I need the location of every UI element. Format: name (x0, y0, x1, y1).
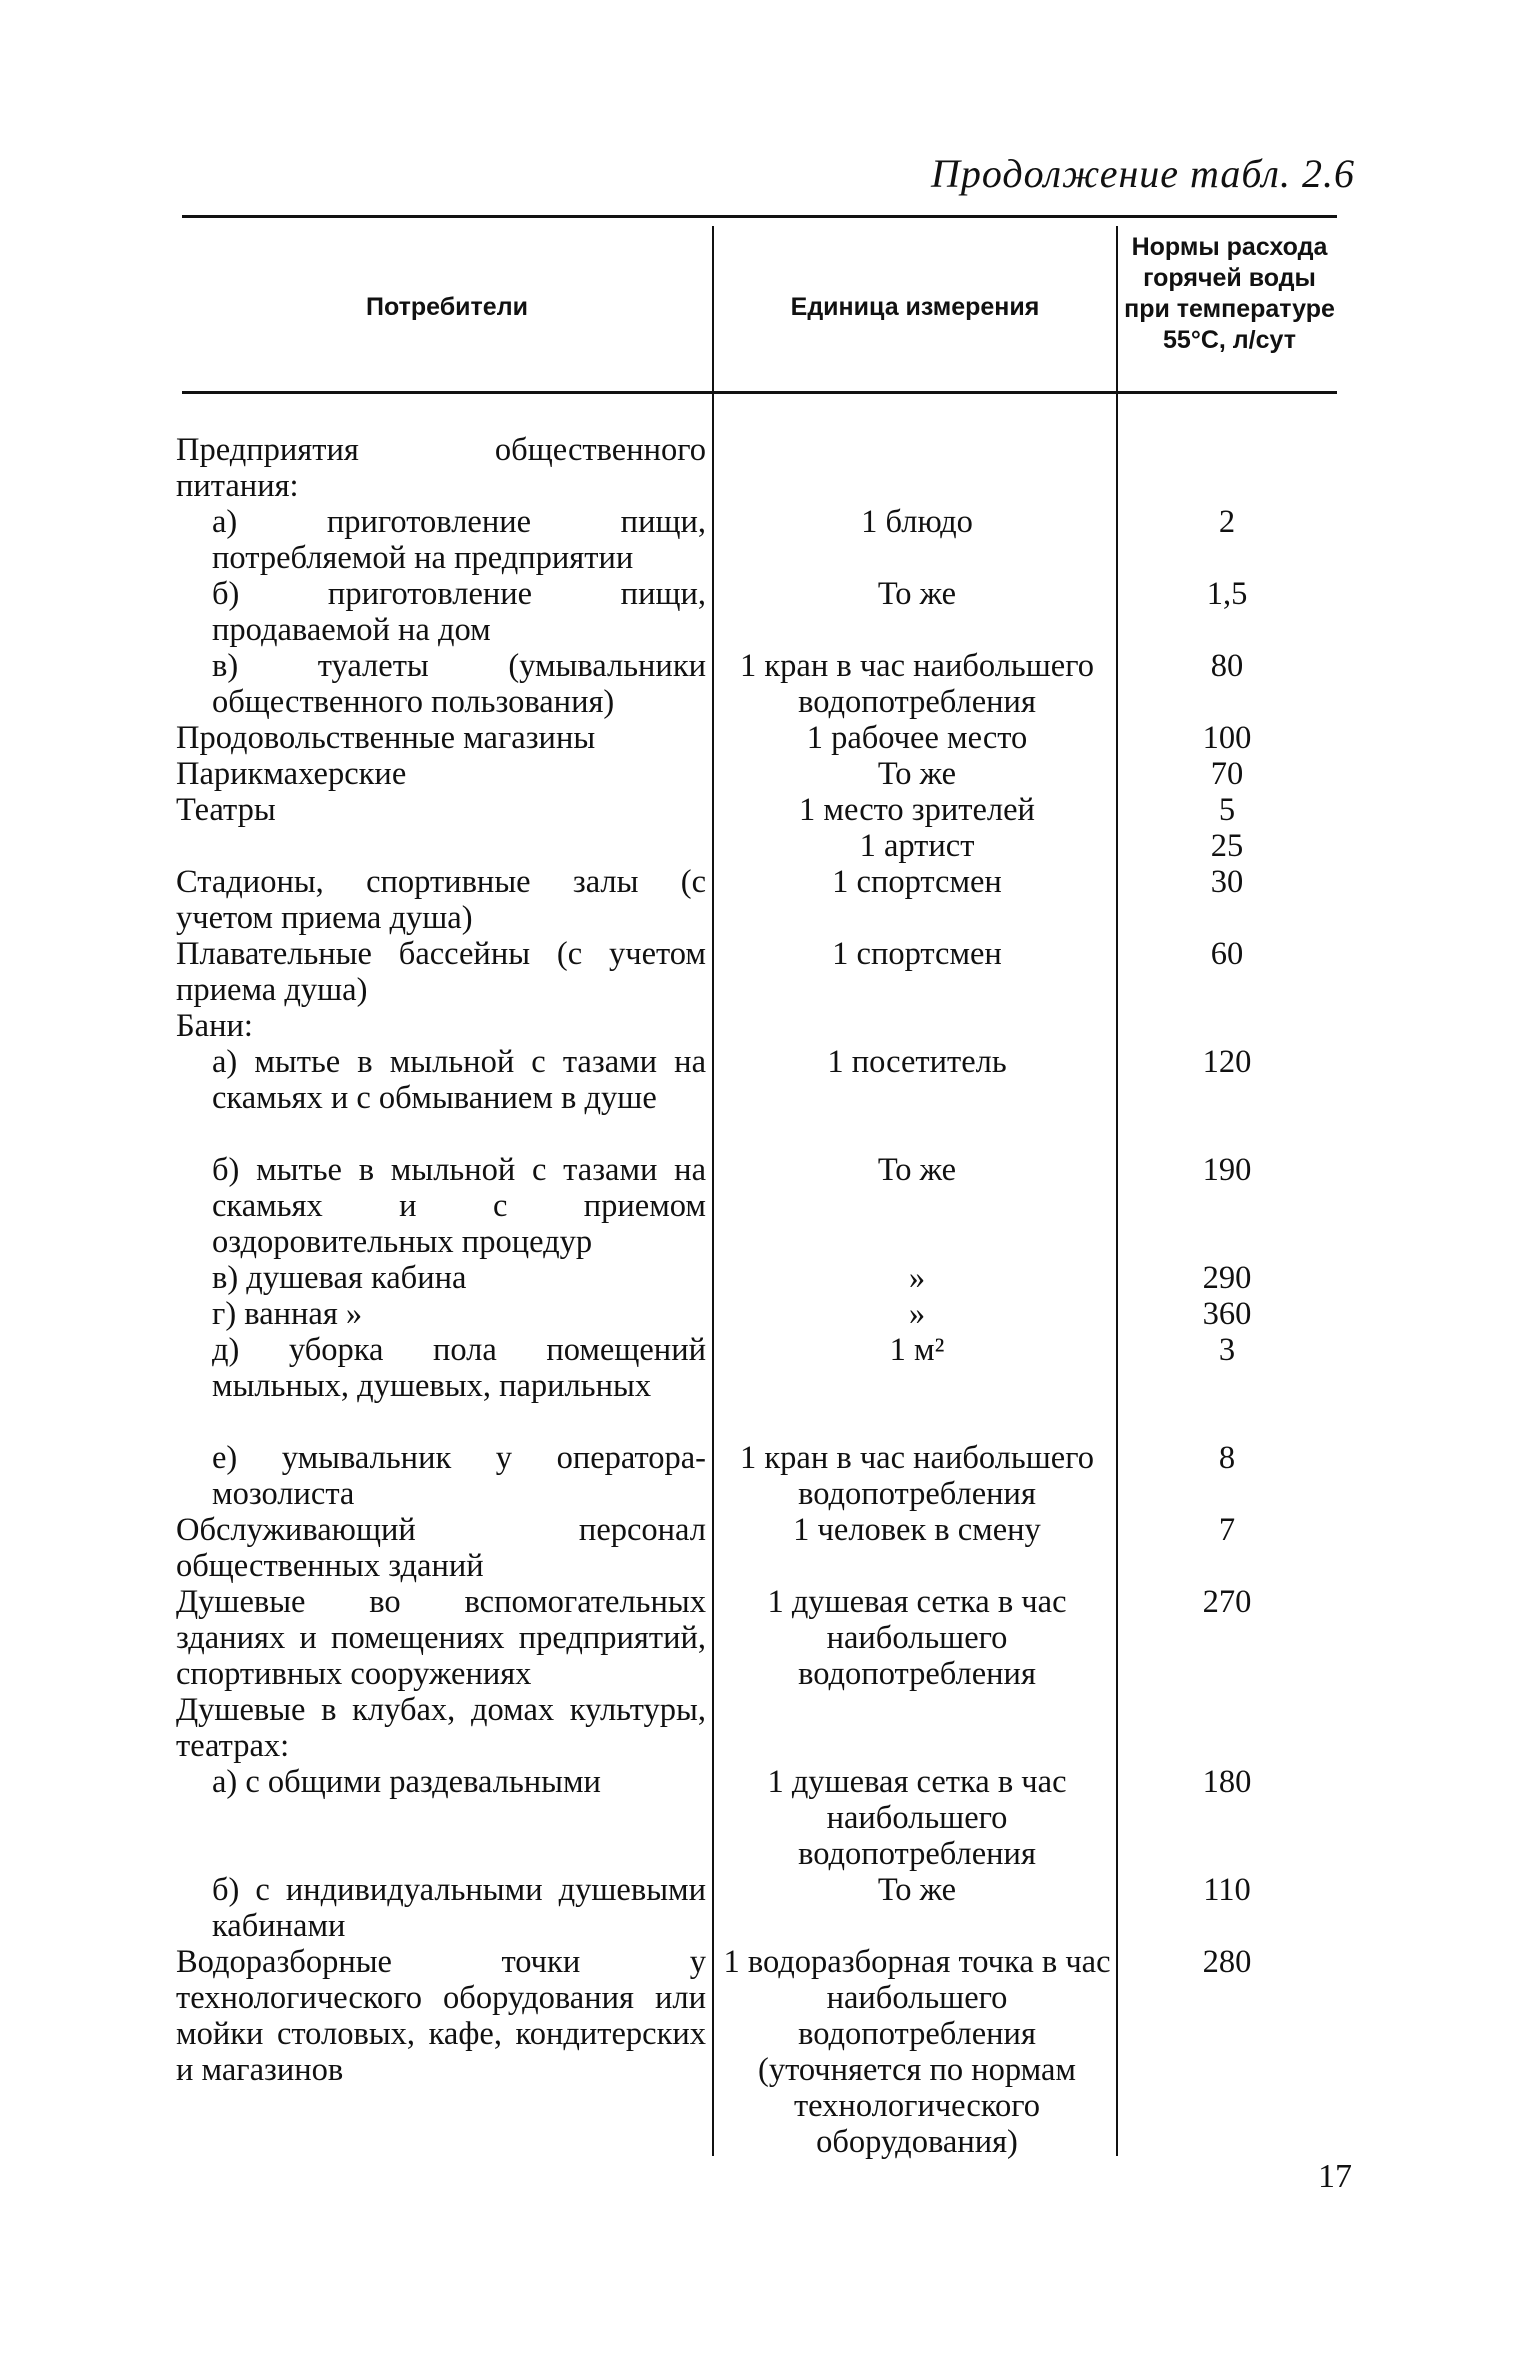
norm-cell: 80 (1210, 648, 1244, 684)
header-norms: Нормы расхода горячей воды при температуре 55°С, л/сут (1124, 233, 1335, 354)
norm-cell: 60 (1210, 936, 1244, 972)
norm-cell: 100 (1202, 720, 1252, 756)
unit-cell: 1 артист (859, 828, 975, 864)
consumer-cell: в) туалеты (умывальники общественного пользования) (212, 648, 706, 720)
consumer-cell: Плавательные бассейны (с учетом приема душа) (176, 936, 706, 1008)
norm-cell: 180 (1202, 1764, 1252, 1800)
consumer-cell: б) с индивидуальными душевыми кабинами (212, 1872, 706, 1944)
norm-cell: 2 (1218, 504, 1236, 540)
column-divider-2 (1116, 226, 1118, 2156)
unit-cell: 1 посетитель (827, 1044, 1007, 1080)
norm-cell: 30 (1210, 864, 1244, 900)
consumer-cell: Стадионы, спортивные залы (с учетом приема душа) (176, 864, 706, 936)
consumer-cell: Театры (176, 792, 276, 828)
header-consumers: Потребители (366, 293, 528, 321)
consumer-cell: е) умывальник у оператора-мозолиста (212, 1440, 706, 1512)
unit-cell: 1 спортсмен (832, 936, 1002, 972)
unit-cell: 1 душевая сетка в час наибольшего водопотребления (767, 1764, 1067, 1872)
consumer-cell: г) ванная » (212, 1296, 363, 1332)
unit-cell: » (908, 1260, 926, 1296)
consumer-cell: а) с общими раздевальными (212, 1764, 601, 1800)
consumer-cell: Обслуживающий персонал общественных зданий (176, 1512, 706, 1584)
unit-cell: 1 человек в смену (793, 1512, 1041, 1548)
norm-cell: 120 (1202, 1044, 1252, 1080)
unit-cell: То же (877, 1872, 957, 1908)
consumer-cell: Бани: (176, 1008, 253, 1044)
table-top-rule (182, 215, 1337, 218)
consumer-cell: Водоразборные точки у технологического оборудования или мойки столовых, кафе, кондитерских и магазинов (176, 1944, 706, 2088)
page-number: 17 (1318, 2158, 1352, 2195)
consumer-cell: д) уборка пола помещений мыльных, душевых, парильных (212, 1332, 706, 1404)
unit-cell: 1 м² (889, 1332, 945, 1368)
norm-cell: 1,5 (1206, 576, 1248, 612)
unit-cell: 1 кран в час наибольшего водопотребления (740, 1440, 1094, 1512)
consumer-cell: а) приготовление пищи, потребляемой на предприятии (212, 504, 706, 576)
norm-cell: 5 (1218, 792, 1236, 828)
norm-cell: 7 (1218, 1512, 1236, 1548)
unit-cell: 1 место зрителей (799, 792, 1035, 828)
unit-cell: То же (877, 756, 957, 792)
table-caption: Продолжение табл. 2.6 (930, 151, 1355, 196)
consumer-cell: Душевые во вспомогательных зданиях и помещениях предприятий, спортивных сооружениях (176, 1584, 706, 1692)
unit-cell: 1 спортсмен (832, 864, 1002, 900)
header-unit: Единица измерения (790, 293, 1040, 321)
unit-cell: 1 водоразборная точка в час наибольшего водопотребления (уточняется по нормам технологического оборудования) (723, 1944, 1111, 2160)
unit-cell: 1 душевая сетка в час наибольшего водопотребления (767, 1584, 1067, 1692)
norm-cell: 8 (1218, 1440, 1236, 1476)
norm-cell: 25 (1210, 828, 1244, 864)
consumer-cell: Предприятия общественного питания: (176, 432, 706, 504)
column-divider-1 (712, 226, 714, 2156)
unit-cell: » (908, 1296, 926, 1332)
norm-cell: 360 (1202, 1296, 1252, 1332)
unit-cell: То же (877, 1152, 957, 1188)
header-bottom-rule (182, 391, 1337, 394)
consumer-cell: Парикмахерские (176, 756, 407, 792)
norm-cell: 3 (1218, 1332, 1236, 1368)
norm-cell: 270 (1202, 1584, 1252, 1620)
consumer-cell: в) душевая кабина (212, 1260, 467, 1296)
consumer-cell: б) приготовление пищи, продаваемой на дом (212, 576, 706, 648)
norm-cell: 290 (1202, 1260, 1252, 1296)
consumer-cell: Продовольственные магазины (176, 720, 596, 756)
norm-cell: 280 (1202, 1944, 1252, 1980)
consumer-cell: б) мытье в мыльной с тазами на скамьях и с приемом оздоровительных процедур (212, 1152, 706, 1260)
consumer-cell: Душевые в клубах, домах культуры, театрах: (176, 1692, 706, 1764)
unit-cell: 1 блюдо (861, 504, 973, 540)
norm-cell: 110 (1203, 1872, 1251, 1908)
consumer-cell: а) мытье в мыльной с тазами на скамьях и с обмыванием в душе (212, 1044, 706, 1116)
unit-cell: То же (877, 576, 957, 612)
norm-cell: 70 (1210, 756, 1244, 792)
unit-cell: 1 рабочее место (806, 720, 1028, 756)
unit-cell: 1 кран в час наибольшего водопотребления (740, 648, 1094, 720)
norm-cell: 190 (1202, 1152, 1252, 1188)
